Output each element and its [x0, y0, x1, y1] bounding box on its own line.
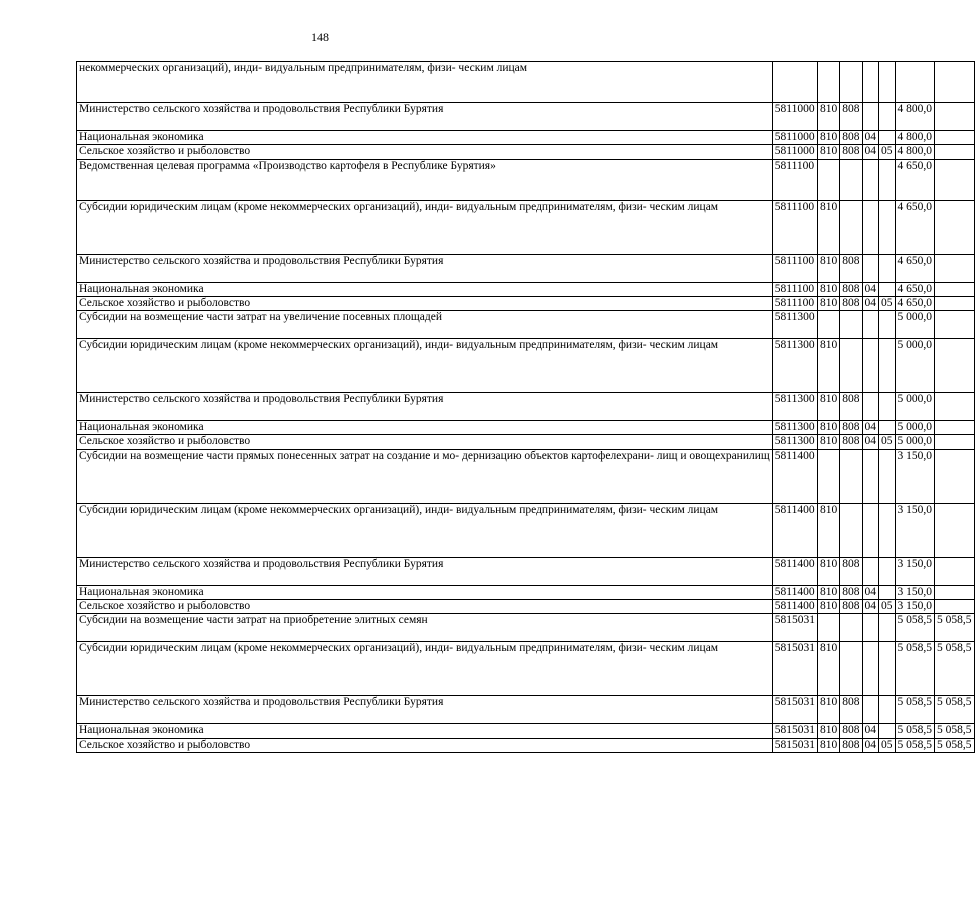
row-amount-2-cell: 5 058,5: [935, 738, 975, 752]
row-amount-2-cell: [935, 557, 975, 585]
row-name-cell: Национальная экономика: [77, 421, 773, 435]
row-pr-cell: [879, 62, 896, 103]
row-amount-cell: 5 000,0: [895, 311, 935, 339]
row-vr-cell: 810: [818, 393, 840, 421]
row-code-cell: 5811000: [772, 103, 817, 131]
row-ved-cell: [840, 449, 862, 503]
row-vr-cell: [818, 159, 840, 200]
row-rz-cell: [862, 311, 879, 339]
table-row: [77, 614, 975, 642]
row-vr-cell: 810: [818, 254, 840, 282]
row-ved-cell: [840, 503, 862, 557]
row-amount-2-cell: [935, 145, 975, 159]
row-vr-cell: 810: [818, 585, 840, 599]
row-rz-cell: 04: [862, 421, 879, 435]
row-ved-cell: 808: [840, 131, 862, 145]
row-ved-cell: 808: [840, 600, 862, 614]
row-amount-2-cell: [935, 393, 975, 421]
row-ved-cell: 808: [840, 435, 862, 449]
row-vr-cell: 810: [818, 339, 840, 393]
row-rz-cell: [862, 642, 879, 696]
row-code-cell: 5811100: [772, 296, 817, 310]
row-name-cell: Субсидии юридическим лицам (кроме некоммерческих организаций), инди- видуальным предпринимателям, физи- ческим лицам: [77, 200, 773, 254]
row-rz-cell: 04: [862, 131, 879, 145]
row-vr-cell: 810: [818, 600, 840, 614]
row-vr-cell: 810: [818, 738, 840, 752]
row-pr-cell: [879, 503, 896, 557]
row-ved-cell: 808: [840, 696, 862, 724]
row-pr-cell: [879, 724, 896, 738]
row-amount-cell: 4 650,0: [895, 282, 935, 296]
row-code-cell: 5811400: [772, 503, 817, 557]
table-row: [77, 103, 975, 131]
table-row: [77, 296, 975, 310]
row-pr-cell: 05: [879, 738, 896, 752]
row-pr-cell: [879, 393, 896, 421]
row-pr-cell: [879, 642, 896, 696]
row-amount-cell: 4 800,0: [895, 145, 935, 159]
row-code-cell: 5811000: [772, 131, 817, 145]
row-amount-2-cell: [935, 339, 975, 393]
row-amount-cell: 3 150,0: [895, 585, 935, 599]
row-name-cell: Ведомственная целевая программа «Производство картофеля в Республике Бурятия»: [77, 159, 773, 200]
row-ved-cell: [840, 642, 862, 696]
row-name-cell: Сельское хозяйство и рыболовство: [77, 738, 773, 752]
row-pr-cell: [879, 103, 896, 131]
row-rz-cell: 04: [862, 724, 879, 738]
row-amount-cell: 4 800,0: [895, 131, 935, 145]
row-code-cell: 5815031: [772, 696, 817, 724]
row-rz-cell: 04: [862, 145, 879, 159]
budget-table: [76, 61, 975, 753]
row-pr-cell: [879, 159, 896, 200]
row-pr-cell: 05: [879, 435, 896, 449]
row-ved-cell: 808: [840, 393, 862, 421]
row-amount-2-cell: [935, 585, 975, 599]
table-row: [77, 131, 975, 145]
row-pr-cell: [879, 449, 896, 503]
table-row: [77, 738, 975, 752]
table-row: [77, 642, 975, 696]
row-amount-2-cell: [935, 296, 975, 310]
row-vr-cell: [818, 614, 840, 642]
table-row: [77, 585, 975, 599]
table-row: [77, 311, 975, 339]
row-ved-cell: [840, 339, 862, 393]
row-amount-cell: 4 650,0: [895, 296, 935, 310]
row-amount-2-cell: 5 058,5: [935, 614, 975, 642]
row-pr-cell: [879, 421, 896, 435]
table-row: [77, 62, 975, 103]
row-amount-cell: 3 150,0: [895, 449, 935, 503]
row-pr-cell: 05: [879, 296, 896, 310]
row-name-cell: Сельское хозяйство и рыболовство: [77, 145, 773, 159]
row-amount-2-cell: [935, 449, 975, 503]
row-code-cell: 5811300: [772, 339, 817, 393]
row-amount-2-cell: 5 058,5: [935, 642, 975, 696]
row-rz-cell: [862, 503, 879, 557]
row-rz-cell: 04: [862, 282, 879, 296]
row-amount-cell: 5 000,0: [895, 435, 935, 449]
row-amount-cell: 3 150,0: [895, 600, 935, 614]
table-row: [77, 421, 975, 435]
row-code-cell: 5815031: [772, 614, 817, 642]
row-amount-2-cell: [935, 159, 975, 200]
row-vr-cell: [818, 311, 840, 339]
row-amount-cell: 5 058,5: [895, 614, 935, 642]
row-name-cell: Субсидии на возмещение части затрат на увеличение посевных площадей: [77, 311, 773, 339]
row-vr-cell: 810: [818, 421, 840, 435]
row-amount-cell: 5 058,5: [895, 724, 935, 738]
row-amount-cell: 5 058,5: [895, 696, 935, 724]
row-amount-2-cell: [935, 200, 975, 254]
row-amount-cell: 4 650,0: [895, 200, 935, 254]
row-amount-cell: 5 000,0: [895, 393, 935, 421]
row-vr-cell: [818, 449, 840, 503]
row-name-cell: Национальная экономика: [77, 131, 773, 145]
row-name-cell: Субсидии юридическим лицам (кроме некоммерческих организаций), инди- видуальным предпринимателям, физи- ческим лицам: [77, 339, 773, 393]
row-pr-cell: [879, 557, 896, 585]
row-rz-cell: [862, 62, 879, 103]
row-name-cell: Министерство сельского хозяйства и продовольствия Республики Бурятия: [77, 696, 773, 724]
row-code-cell: 5811100: [772, 200, 817, 254]
row-code-cell: 5811000: [772, 145, 817, 159]
row-name-cell: Министерство сельского хозяйства и продовольствия Республики Бурятия: [77, 254, 773, 282]
row-code-cell: 5815031: [772, 738, 817, 752]
row-amount-2-cell: [935, 103, 975, 131]
row-pr-cell: [879, 254, 896, 282]
row-rz-cell: [862, 393, 879, 421]
row-amount-cell: 3 150,0: [895, 557, 935, 585]
row-code-cell: 5811100: [772, 254, 817, 282]
row-rz-cell: [862, 339, 879, 393]
row-code-cell: 5811400: [772, 557, 817, 585]
table-row: [77, 503, 975, 557]
row-code-cell: 5815031: [772, 642, 817, 696]
row-amount-2-cell: [935, 131, 975, 145]
row-amount-2-cell: [935, 435, 975, 449]
row-rz-cell: [862, 449, 879, 503]
table-row: [77, 724, 975, 738]
row-ved-cell: 808: [840, 145, 862, 159]
row-rz-cell: 04: [862, 435, 879, 449]
table-row: [77, 696, 975, 724]
table-row: [77, 339, 975, 393]
table-row: [77, 393, 975, 421]
row-ved-cell: 808: [840, 738, 862, 752]
page-number: 148: [311, 30, 329, 44]
row-vr-cell: 810: [818, 435, 840, 449]
row-name-cell: Субсидии на возмещение части прямых понесенных затрат на создание и мо- дернизацию объектов картофелехрани- лищ и овощехранилищ: [77, 449, 773, 503]
row-amount-cell: 5 000,0: [895, 421, 935, 435]
row-name-cell: Субсидии юридическим лицам (кроме некоммерческих организаций), инди- видуальным предпринимателям, физи- ческим лицам: [77, 642, 773, 696]
row-rz-cell: [862, 254, 879, 282]
row-pr-cell: [879, 131, 896, 145]
row-amount-cell: 4 650,0: [895, 254, 935, 282]
row-ved-cell: 808: [840, 254, 862, 282]
row-vr-cell: 810: [818, 103, 840, 131]
row-vr-cell: 810: [818, 296, 840, 310]
row-code-cell: 5811400: [772, 600, 817, 614]
row-name-cell: Национальная экономика: [77, 282, 773, 296]
row-vr-cell: 810: [818, 503, 840, 557]
row-pr-cell: [879, 339, 896, 393]
row-ved-cell: 808: [840, 296, 862, 310]
row-code-cell: 5811400: [772, 449, 817, 503]
row-vr-cell: 810: [818, 696, 840, 724]
table-row: [77, 600, 975, 614]
row-name-cell: Министерство сельского хозяйства и продовольствия Республики Бурятия: [77, 103, 773, 131]
row-rz-cell: 04: [862, 585, 879, 599]
row-pr-cell: 05: [879, 600, 896, 614]
row-pr-cell: [879, 614, 896, 642]
row-vr-cell: 810: [818, 131, 840, 145]
row-ved-cell: [840, 62, 862, 103]
table-row: [77, 200, 975, 254]
row-pr-cell: 05: [879, 145, 896, 159]
row-rz-cell: [862, 696, 879, 724]
row-vr-cell: 810: [818, 282, 840, 296]
table-row: [77, 159, 975, 200]
row-vr-cell: 810: [818, 145, 840, 159]
table-row: [77, 282, 975, 296]
table-row: [77, 449, 975, 503]
row-name-cell: Национальная экономика: [77, 585, 773, 599]
row-amount-cell: 4 650,0: [895, 159, 935, 200]
row-rz-cell: [862, 103, 879, 131]
table-row: [77, 145, 975, 159]
row-pr-cell: [879, 311, 896, 339]
row-name-cell: некоммерческих организаций), инди- видуальным предпринимателям, физи- ческим лицам: [77, 62, 773, 103]
row-vr-cell: 810: [818, 557, 840, 585]
row-amount-cell: 5 058,5: [895, 738, 935, 752]
row-name-cell: Сельское хозяйство и рыболовство: [77, 435, 773, 449]
row-amount-2-cell: [935, 62, 975, 103]
row-ved-cell: 808: [840, 557, 862, 585]
row-rz-cell: 04: [862, 296, 879, 310]
table-row: [77, 557, 975, 585]
table-row: [77, 435, 975, 449]
row-amount-2-cell: [935, 600, 975, 614]
row-code-cell: 5811300: [772, 421, 817, 435]
row-amount-2-cell: [935, 311, 975, 339]
row-name-cell: Сельское хозяйство и рыболовство: [77, 296, 773, 310]
budget-table-body: [77, 62, 975, 753]
row-amount-2-cell: [935, 254, 975, 282]
row-pr-cell: [879, 282, 896, 296]
row-vr-cell: [818, 62, 840, 103]
row-amount-2-cell: [935, 421, 975, 435]
row-amount-2-cell: 5 058,5: [935, 724, 975, 738]
row-name-cell: Министерство сельского хозяйства и продовольствия Республики Бурятия: [77, 557, 773, 585]
row-ved-cell: [840, 311, 862, 339]
row-code-cell: 5811300: [772, 311, 817, 339]
row-code-cell: 5811300: [772, 393, 817, 421]
row-rz-cell: [862, 557, 879, 585]
row-amount-cell: 5 058,5: [895, 642, 935, 696]
row-amount-cell: [895, 62, 935, 103]
row-code-cell: 5811400: [772, 585, 817, 599]
row-ved-cell: 808: [840, 724, 862, 738]
row-ved-cell: 808: [840, 585, 862, 599]
row-ved-cell: [840, 614, 862, 642]
row-rz-cell: 04: [862, 600, 879, 614]
row-pr-cell: [879, 696, 896, 724]
row-amount-cell: 3 150,0: [895, 503, 935, 557]
row-amount-2-cell: [935, 503, 975, 557]
row-rz-cell: [862, 159, 879, 200]
row-rz-cell: 04: [862, 738, 879, 752]
row-ved-cell: 808: [840, 282, 862, 296]
row-name-cell: Национальная экономика: [77, 724, 773, 738]
row-amount-cell: 4 800,0: [895, 103, 935, 131]
table-row: [77, 254, 975, 282]
row-name-cell: Субсидии на возмещение части затрат на приобретение элитных семян: [77, 614, 773, 642]
row-ved-cell: 808: [840, 421, 862, 435]
row-ved-cell: [840, 200, 862, 254]
row-ved-cell: [840, 159, 862, 200]
row-amount-cell: 5 000,0: [895, 339, 935, 393]
row-pr-cell: [879, 200, 896, 254]
row-amount-2-cell: [935, 282, 975, 296]
row-code-cell: 5811100: [772, 159, 817, 200]
row-name-cell: Субсидии юридическим лицам (кроме некоммерческих организаций), инди- видуальным предпринимателям, физи- ческим лицам: [77, 503, 773, 557]
row-code-cell: 5811100: [772, 282, 817, 296]
row-code-cell: 5811300: [772, 435, 817, 449]
row-code-cell: [772, 62, 817, 103]
row-ved-cell: 808: [840, 103, 862, 131]
row-vr-cell: 810: [818, 642, 840, 696]
row-rz-cell: [862, 200, 879, 254]
row-pr-cell: [879, 585, 896, 599]
row-amount-2-cell: 5 058,5: [935, 696, 975, 724]
row-name-cell: Сельское хозяйство и рыболовство: [77, 600, 773, 614]
row-name-cell: Министерство сельского хозяйства и продовольствия Республики Бурятия: [77, 393, 773, 421]
row-rz-cell: [862, 614, 879, 642]
row-vr-cell: 810: [818, 200, 840, 254]
row-code-cell: 5815031: [772, 724, 817, 738]
row-vr-cell: 810: [818, 724, 840, 738]
